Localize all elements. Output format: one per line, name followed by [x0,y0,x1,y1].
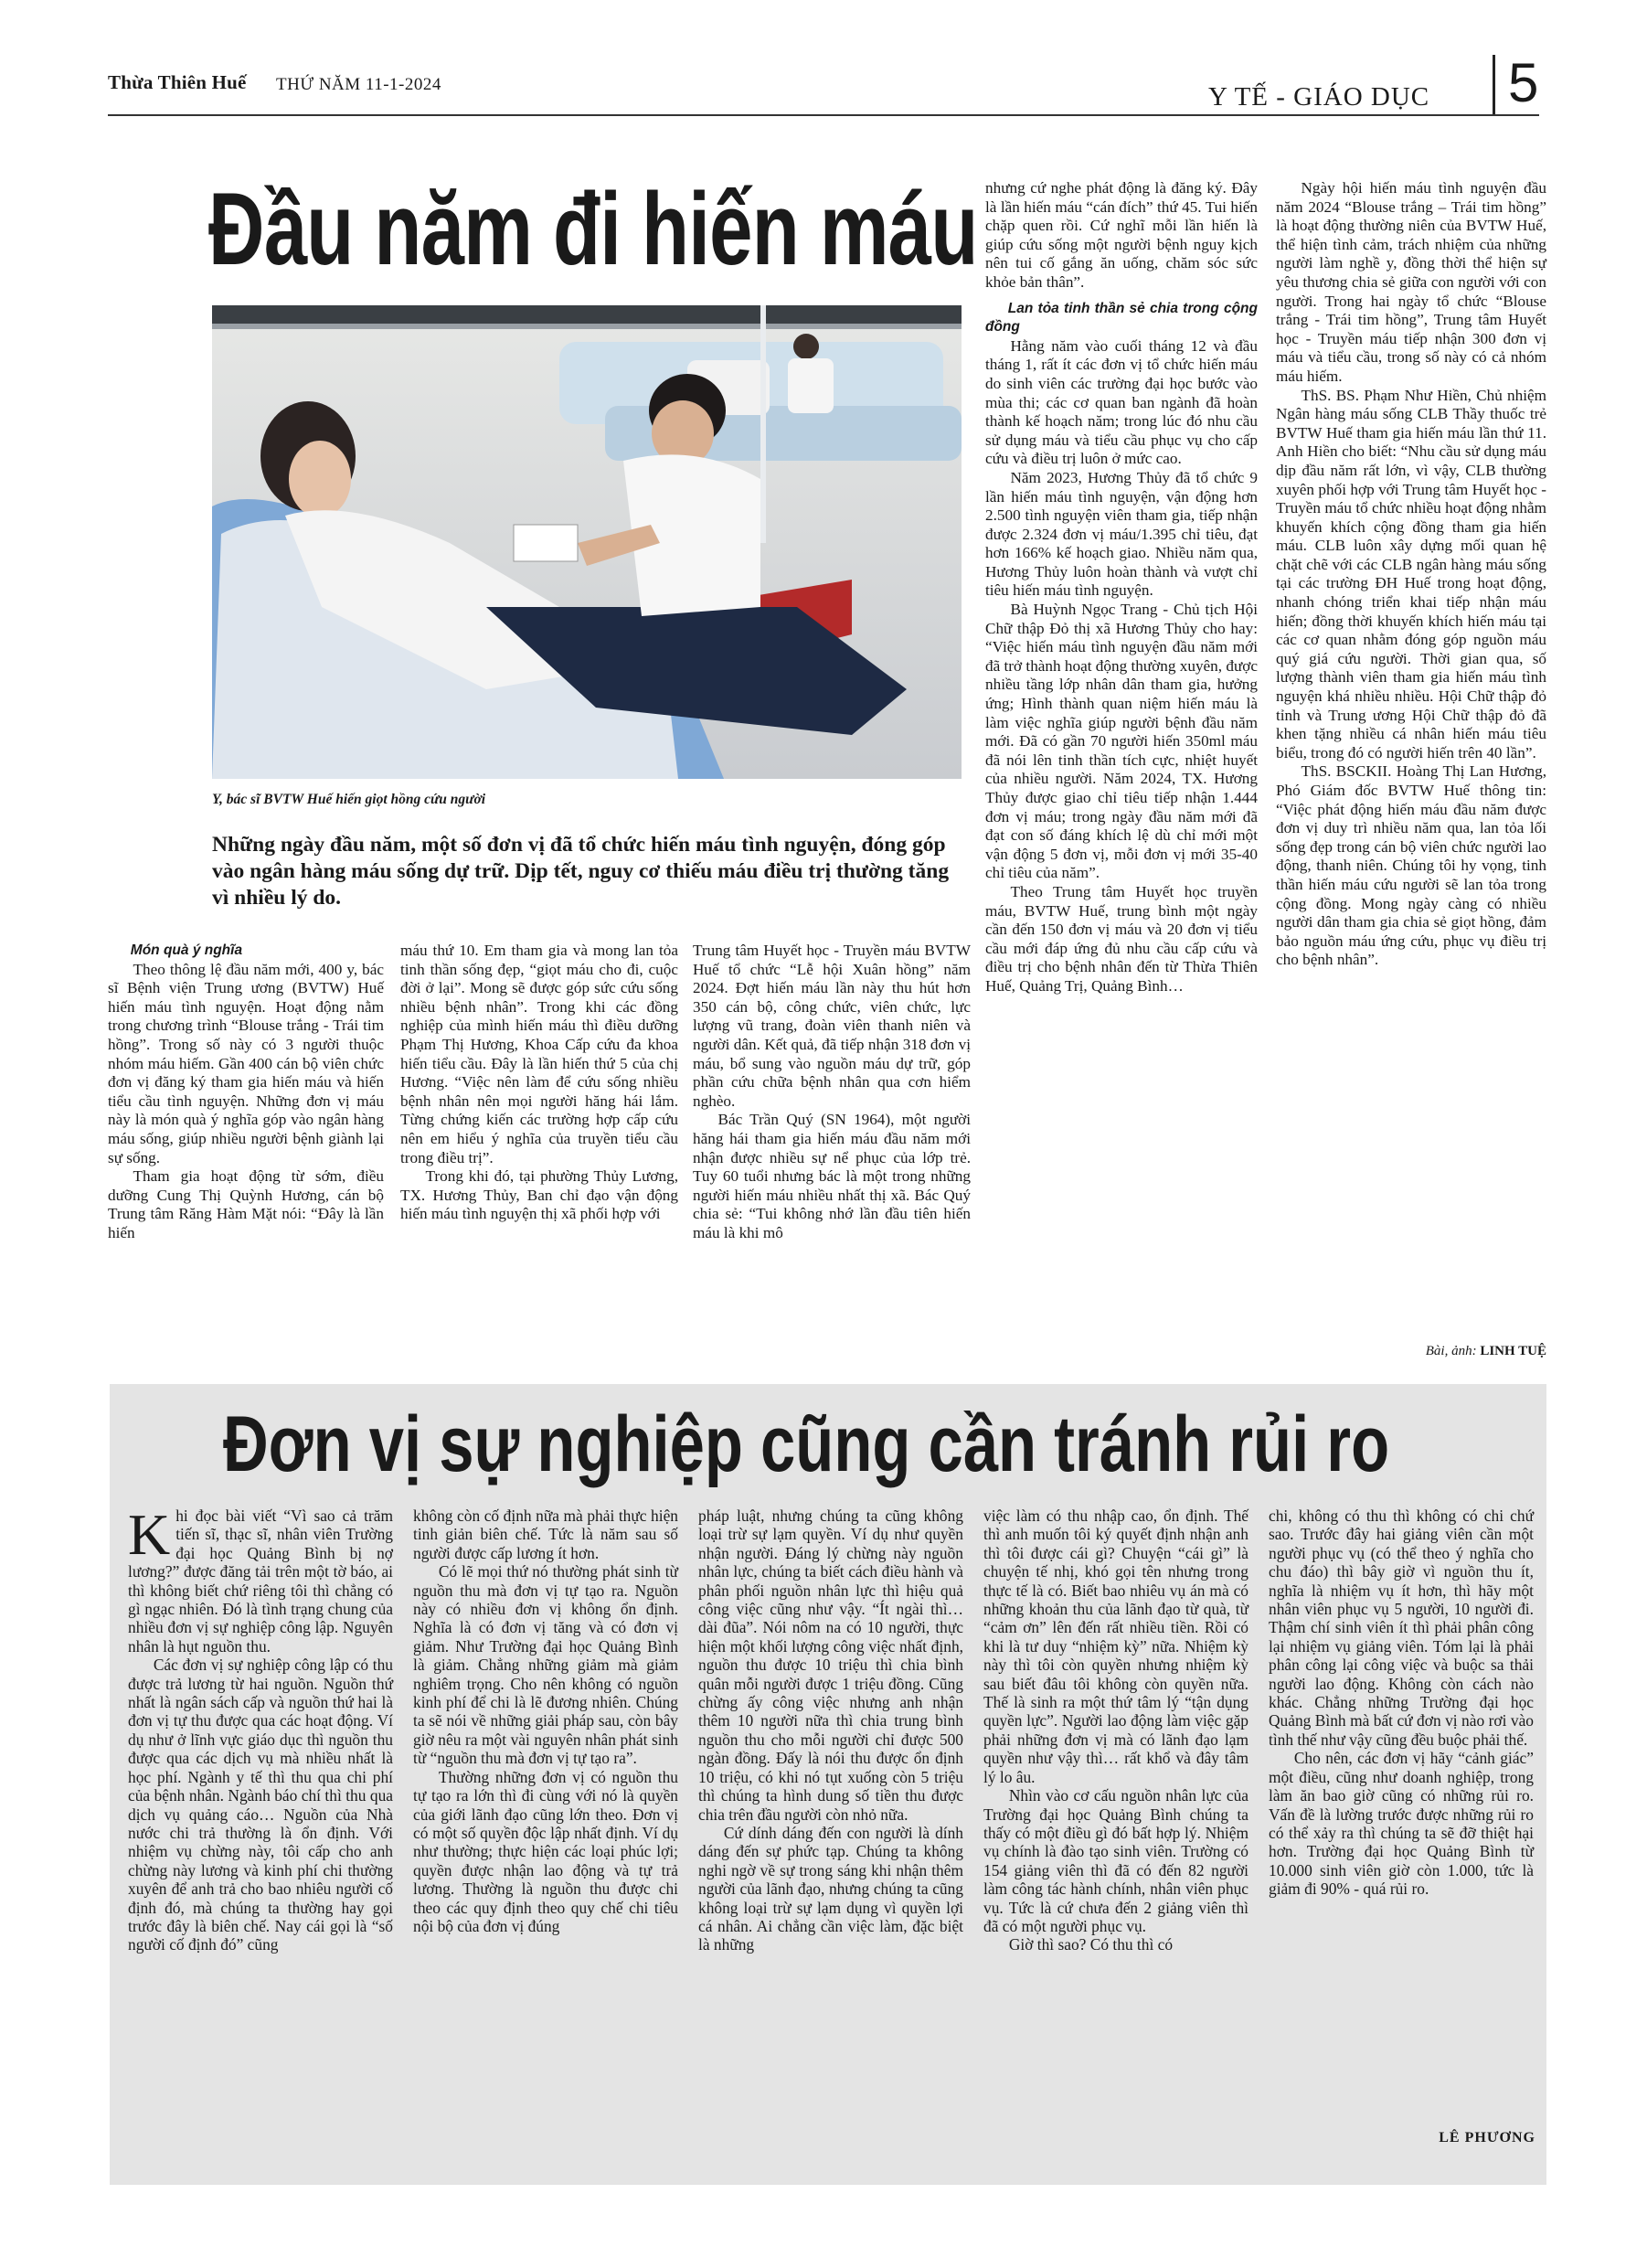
paragraph: máu thứ 10. Em tham gia và mong lan tỏa tinh thần sống đẹp, “giọt máu cho đi, cuộc đời ở lại”. Mong sẽ được góp sức cứu sống nhiều bệnh nhân”. Trong khi các đồng nghiệp của mình hiến máu thì điều dưỡng Phạm Thị Hương, Khoa Cấp cứu đa khoa hiến tiểu cầu. Đây là lần hiến thứ 5 của chị Hương. “Việc nên làm để cứu sống nhiều bệnh nhân nên mọi người hăng hái lắm. Từng chứng kiến các trường hợp cấp cứu nên em hiểu ý nghĩa của truyền tiểu cầu trong điều trị”. [400,942,678,1166]
header-divider [1493,55,1495,115]
issue-date: THỨ NĂM 11-1-2024 [276,75,441,94]
byline-author: LINH TUỆ [1480,1344,1546,1358]
article-2-title: Đơn vị sự nghiệp cũng cần tránh rủi ro [223,1400,1390,1488]
article-2-column-5 [1269,1507,1534,1899]
paragraph: Trong khi đó, tại phường Thủy Lương, TX. Hương Thủy, Ban chỉ đạo vận động hiến máu tình nguyện thị xã phối hợp với [400,1167,678,1223]
paragraph: pháp luật, nhưng chúng ta cũng không loại trừ sự lạm quyền. Ví dụ như quyền nhận người. Đáng lý chừng này nguồn nhân lực, chúng ta biết cách điều hành và phân phối nguồn nhân lực thì hiệu quả công việc cũng như vậy. “Ít ngài thì… dài đũa”. Nói nôm na có 10 người, thực hiện một khối lượng công việc nhất định, nguồn thu được 10 triệu thì chia bình quân mỗi người được 1 triệu đồng. Cũng chừng ấy công việc nhưng anh nhận thêm 10 người nữa thì chia trung bình nguồn thu cho mỗi người chỉ được 500 ngàn đồng. Đấy là nói thu được ổn định 10 triệu, có khi nó tụt xuống còn 5 triệu thì chúng ta hình dung số tiền thu được chia trên đầu người còn nhỏ nữa. [698,1507,963,1824]
article-1-column-1 [108,942,384,1243]
paragraph: Cứ dính dáng đến con người là dính dáng đến sự phức tạp. Chúng ta không nghi ngờ về sự trong sáng khi nhận thêm người của lãnh đạo, nhưng chúng ta cũng không loại trừ sự lạm dụng vì quyền lợi cá nhân. Ai chẳng cần việc làm, đặc biệt là những [698,1823,963,1954]
photo-caption: Y, bác sĩ BVTW Huế hiến giọt hồng cứu người [212,792,486,807]
paragraph: Hằng năm vào cuối tháng 12 và đầu tháng 1, rất ít các đơn vị tổ chức hiến máu do sinh viên các trường đại học bước vào mùa thi; các cơ quan ban ngành đã hoàn thành kế hoạch năm; trong lúc đó nhu cầu sử dụng máu và tiểu cầu phục vụ cho cấp cứu và điều trị luôn ở mức cao. [985,336,1258,468]
paragraph: Theo thông lệ đầu năm mới, 400 y, bác sĩ Bệnh viện Trung ương (BVTW) Huế hiến máu tình nguyện. Hoạt động nằm trong chương trình “Blouse trắng - Trái tim hồng”. Trong số này có 3 người thuộc nhóm máu hiếm. Gần 400 cán bộ viên chức đơn vị đăng ký tham gia hiến máu và hiến tiểu cầu tình nguyện. Những đơn vị máu này là món quà ý nghĩa góp vào ngân hàng máu sống, giúp nhiều người bệnh giành lại sự sống. [108,960,384,1166]
drop-cap: K [128,1502,171,1567]
article-2-column-2 [413,1507,678,1935]
paragraph: Cho nên, các đơn vị hãy “cảnh giác” một điều, cũng như doanh nghiệp, trong làm ăn bao giờ cũng có những rủi ro. Vấn đề là lường trước được những rủi ro có thể xảy ra thì chúng ta sẽ đỡ thiệt hại hơn. Trường đại học Quảng Bình từ 10.000 sinh viên giờ còn 1.000, tức là giảm đi 90% - quá rủi ro. [1269,1749,1534,1899]
paragraph: Trung tâm Huyết học - Truyền máu BVTW Huế tổ chức “Lễ hội Xuân hồng” năm 2024. Đợt hiến máu lần này thu hút hơn 350 cán bộ, công chức, viên chức, lực lượng vũ trang, đoàn viên thanh niên và người dân. Kết quả, đã tiếp nhận 318 đơn vị máu, bổ sung vào nguồn máu dự trữ, góp phần cứu chữa bệnh nhân qua cơn hiểm nghèo. [693,942,971,1110]
paragraph: Nhìn vào cơ cấu nguồn nhân lực của Trường đại học Quảng Bình chúng ta thấy có một điều gì đó bất hợp lý. Nhiệm vụ chính là đào tạo sinh viên. Trường có 154 giảng viên thì đã có đến 82 người làm công tác hành chính, nhân viên phục vụ. Tức là cứ chưa đến 2 giảng viên thì đã có một người phục vụ. [983,1786,1249,1935]
article-1-column-5 [1276,179,1546,970]
paragraph: Ngày hội hiến máu tình nguyện đầu năm 2024 “Blouse trắng – Trái tim hồng” là hoạt động thường niên của BVTW Huế, thể hiện tình cảm, trách nhiệm của những người làm nghề y, đồng thời thể hiện sự yêu thương chia sẻ giữa con người với con người. Trong hai ngày tổ chức “Blouse trắng - Trái tim hồng”, Trung tâm Huyết học - Truyền máu tiếp nhận 300 đơn vị máu và tiểu cầu, trong số này có cả nhóm máu hiếm. [1276,179,1546,385]
paragraph: nhưng cứ nghe phát động là đăng ký. Đây là lần hiến máu “cán đích” thứ 45. Tui hiến chặp quen rồi. Cứ nghĩ mỗi lần hiến là giúp cứu sống một người bệnh nguy kịch nên tui cố gắng ăn uống, chăm sóc sức khỏe bản thân”. [985,179,1258,291]
paragraph: không còn cố định nữa mà phải thực hiện tinh giản biên chế. Tức là năm sau số người được cấp lương ít hơn. [413,1507,678,1562]
paragraph: việc làm có thu nhập cao, ổn định. Thế thì anh muốn tôi ký quyết định nhận anh thì tôi được cái gì? Chuyện “cái gì” là chuyện tế nhị, khó gọi tên nhưng trong thực tế là có. Biết bao nhiêu vụ án mà có những khoản thu của lãnh đạo từ quà, từ “cảm ơn” lên đến rất nhiều tiền. Rồi có khi là tư duy “nhiệm kỳ” nữa. Nhiệm kỳ này thì tôi còn quyền nhưng nhiệm kỳ sau biết đâu tôi không còn quyền nữa. Thế là sinh ra một thứ tâm lý “tận dụng quyền lực”. Người lao động làm việc gặp phải những đơn vị mà có lãnh đạo lạm quyền như vậy thì… rất khổ và đây tâm lý lo âu. [983,1507,1249,1786]
newspaper-name: Thừa Thiên Huế [108,71,247,93]
paragraph: ThS. BS. Phạm Như Hiền, Chủ nhiệm Ngân hàng máu sống CLB Thầy thuốc trẻ BVTW Huế tham gia hiến máu lần thứ 11. Anh Hiền cho biết: “Nhu cầu sử dụng máu dịp đầu năm rất lớn, vì vậy, CLB thường xuyên phối hợp với Trung tâm Huyết học - Truyền máu tổ chức nhiều hoạt động nhằm khuyến khích cộng đồng tham gia hiến máu. CLB luôn xây dựng mối quan hệ chặt chẽ với các CLB ngân hàng máu sống tại các trường ĐH Huế trong hoạt động, nhanh chóng triển khai tiếp nhận máu hiến; đồng thời khuyến khích hiến máu tại các cơ quan nhằm đóng góp nguồn máu quý giá cứu người. Thời gian qua, số lượng thành viên tham gia hiến máu tình nguyện khá nhiều nhiều. Hội Chữ thập đỏ tỉnh và Trung ương Hội Chữ thập đỏ đã khen tặng nhiều cá nhân hiến máu tiêu biểu, trong đó có người hiến trên 40 lần”. [1276,386,1546,761]
paragraph: Bà Huỳnh Ngọc Trang - Chủ tịch Hội Chữ thập Đỏ thị xã Hương Thủy cho hay: “Việc hiến máu tình nguyện đầu năm mới đã trở thành hoạt động thường xuyên, được nhiều tầng lớp nhân dân tham gia, hưởng ứng; Hình thành quan niệm hiến máu là làm việc nghĩa giúp người bệnh đầu năm mới. Đã có gần 70 người hiến 350ml máu đã nói lên tinh thần tích cực, nhiệt huyết của nhiều người. Năm 2024, TX. Hương Thủy được giao chỉ tiêu tiếp nhận 1.444 đơn vị máu; trong ngày đầu năm mới đã đạt con số đáng khích lệ dù chỉ mới một vận động 5 đơn vị, mỗi đơn vị mới 35-40 chỉ tiêu của năm”. [985,601,1258,882]
paragraph: chi, không có thu thì không có chi chứ sao. Trước đây hai giảng viên cần một người phục vụ (có thể theo ý nghĩa cho chu đáo) thì bây giờ vì nguồn thu ít, nghĩa là nhiệm vụ ít hơn, thì hãy một nhân viên phục vụ 5 người, 10 người đi. Thậm chí sinh viên ít thì phải phân công lại nhiệm vụ giảng viên. Tóm lại là phải phân công lại công việc và buộc sa thải người lao động. Không còn cách nào khác. Chẳng những Trường đại học Quảng Bình mà bất cứ đơn vị nào rơi vào tình thế như vậy cũng đều buộc phải thế. [1269,1507,1534,1749]
article-2-byline: LÊ PHƯƠNG [1439,2130,1535,2146]
article-1-title: Đầu năm đi hiến máu [208,172,978,286]
paragraph: Các đơn vị sự nghiệp công lập có thu được trả lương từ hai nguồn. Nguồn thứ nhất là ngân sách cấp và nguồn thứ hai là đơn vị tự thu được qua các hoạt động. Ví dụ như ở lĩnh vực giáo dục thì nguồn thu được qua các dịch vụ mà nhiều nhất là học phí. Ngành y tế thì thu qua chi phí của bệnh nhân. Ngành báo chí thì thu qua dịch vụ quảng cáo… Nguồn của Nhà nước chi trả thường là ổn định. Với nhiệm vụ chừng này, tôi cấp cho anh chừng này lương và kinh phí chi thường xuyên để anh trả cho bao nhiêu người cố định đó, mà chúng ta thường hay gọi trước đây là biên chế. Nay cái gọi là “số người cố định đó” cũng [128,1656,393,1954]
article-1-column-3 [693,942,971,1243]
subheading: Lan tỏa tinh thần sẻ chia trong cộng đồng [985,300,1258,335]
paragraph: Tham gia hoạt động từ sớm, điều dưỡng Cung Thị Quỳnh Hương, cán bộ Trung tâm Răng Hàm Mặt nói: “Đây là lần hiến [108,1167,384,1241]
byline-prefix: Bài, ảnh: [1425,1344,1477,1358]
blood-donation-photo [212,305,962,779]
paragraph: Năm 2023, Hương Thủy đã tổ chức 9 lần hiến máu tình nguyện, vận động hơn 2.500 tình nguyện viên tham gia, tiếp nhận được 2.324 đơn vị máu/1.395 chỉ tiêu, đạt hơn 166% kế hoạch giao. Nhiều năm qua, Hương Thủy luôn hoàn thành và vượt chỉ tiêu hiến máu tình nguyện. [985,468,1258,600]
header-rule [108,114,1539,116]
article-1-photo [212,305,962,779]
article-1-column-2 [400,942,678,1224]
paragraph: Thường những đơn vị có nguồn thu tự tạo ra lớn thì đi cùng với nó là quyền của giới lãnh đạo cũng lớn theo. Đơn vị có một số quyền độc lập nhất định. Ví dụ như thường; thực hiện các loại phúc lợi; quyền được nhận lao động và tự trả lương. Thường là nguồn thu được chi theo các quy định theo quy chế chi tiêu nội bộ của đơn vị đúng [413,1767,678,1935]
paragraph: Bác Trần Quý (SN 1964), một người hăng hái tham gia hiến máu đầu năm mới nhận được nhiều sự nể phục của lớp trẻ. Tuy 60 tuổi nhưng bác là một trong những người hiến máu nhiều nhất thị xã. Bác Quý chia sẻ: “Tui không nhớ lần đầu tiên hiến máu là khi mô [693,1111,971,1241]
paragraph: Giờ thì sao? Có thu thì có [1008,1935,1174,1954]
page-number: 5 [1508,52,1539,113]
article-2-column-1 [128,1502,393,1954]
article-1-column-4 [985,179,1258,996]
paragraph: Có lẽ mọi thứ nó thường phát sinh từ nguồn thu mà đơn vị tự tạo ra. Nguồn này có nhiều đơn vị không ổn định. Nghĩa là có đơn vị tăng và có đơn vị giảm. Như Trường đại học Quảng Bình là giảm. Chẳng những giảm mà giảm nghiêm trọng. Cho nên không có nguồn kinh phí để chi là lẽ đương nhiên. Chúng ta sẽ nói về những giải pháp sau, còn bây giờ nêu ra một vài nguyên nhân phát sinh từ “nguồn thu mà đơn vị tự tạo ra”. [413,1562,678,1768]
paragraph: ThS. BSCKII. Hoàng Thị Lan Hương, Phó Giám đốc BVTW Huế thông tin: “Việc phát động hiến máu đầu năm được đơn vị duy trì nhiều năm qua, lan tỏa lối sống đẹp trong cán bộ viên chức người lao động, thanh niên. Chúng tôi hy vọng, tinh thần hiến máu cứu người sẽ lan tỏa trong cộng đồng. Mong ngày càng có nhiều người dân tham gia chia sẻ giọt hồng, đảm bảo nguồn máu ứng cứu, phục vụ điều trị cho bệnh nhân”. [1276,762,1546,969]
paragraph: Theo Trung tâm Huyết học truyền máu, BVTW Huế, trung bình một ngày cần đến 150 đơn vị máu và 20 đơn vị tiểu cầu mới đáp ứng đủ nhu cầu cấp cứu và điều trị cho bệnh nhân đến từ Thừa Thiên Huế, Quảng Trị, Quảng Bình… [985,882,1258,995]
article-2-column-3 [698,1507,963,1954]
subheading: Món quà ý nghĩa [130,942,243,958]
section-title: Y TẾ - GIÁO DỤC [1208,82,1430,112]
article-2-column-4 [983,1507,1249,1954]
article-1-byline [1261,1344,1546,1359]
paragraph [128,1502,393,1656]
article-1-lead: Những ngày đầu năm, một số đơn vị đã tổ chức hiến máu tình nguyện, đóng góp vào ngân hàng máu sống dự trữ. Dịp tết, nguy cơ thiếu máu điều trị thường tăng vì nhiều lý do. [212,833,950,910]
paragraph-text: hi đọc bài viết “Vì sao cả trăm tiến sĩ, thạc sĩ, nhân viên Trường đại học Quảng Bình bị nợ lương?” được đăng tải trên một tờ báo, ai thì không biết chứ riêng tôi thì chẳng có gì ngạc nhiên. Đó là tình trạng chung của nhiều đơn vị sự nghiệp công lập. Nguyên nhân là hụt nguồn thu. [128,1507,393,1656]
